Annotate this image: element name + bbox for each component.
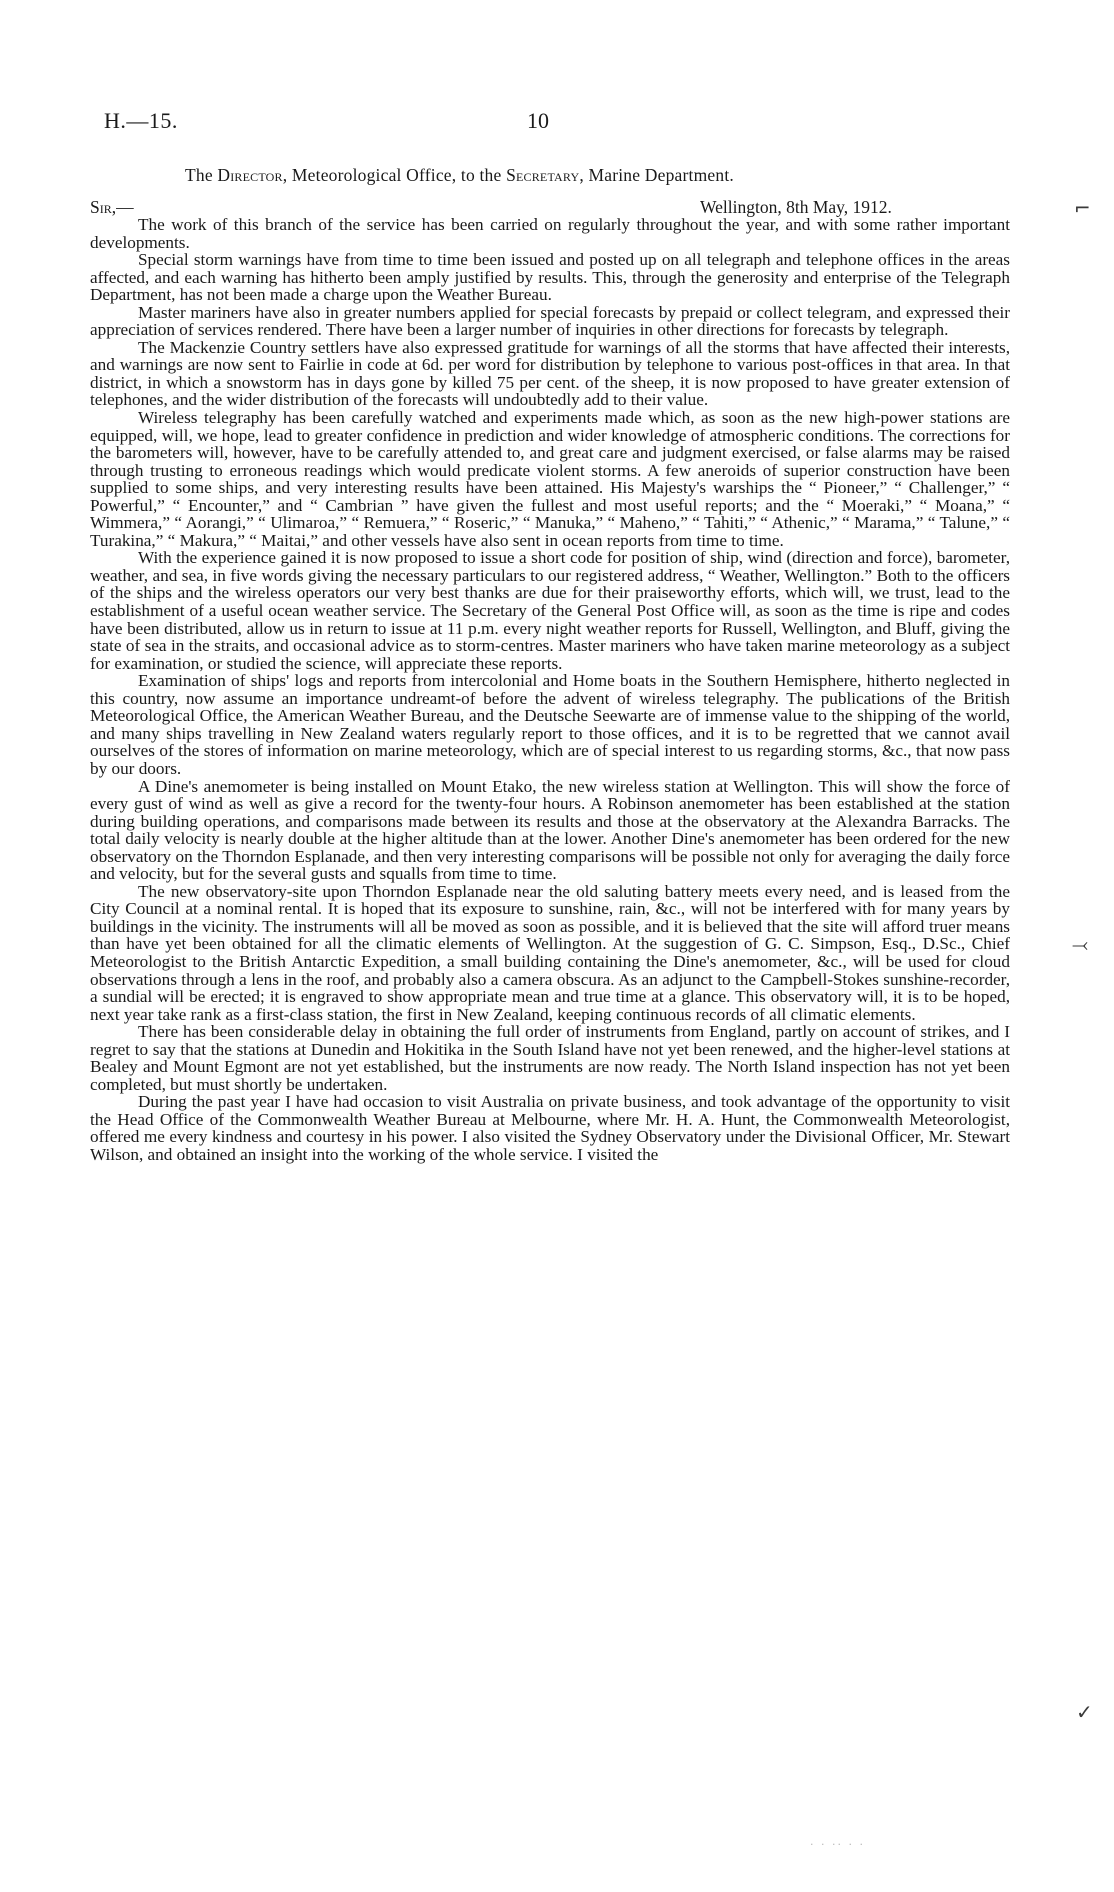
heading-middle: , Meteorological Office, to the <box>282 165 502 185</box>
letter-body <box>90 216 1010 1164</box>
scan-smudge: · · ·· · · <box>810 1838 865 1851</box>
body-paragraph: Special storm warnings have from time to time been issued and posted up on all telegraph and telephone offices in the areas affected, and each warning has hitherto been amply justified by results. This, through the generosity and enterprise of the Telegraph Department, has not been made a charge upon the Weather Bureau. <box>90 250 1010 305</box>
body-paragraph: Examination of ships' logs and reports from intercolonial and Home boats in the Southern Hemisphere, hitherto neglected in this country, now assume an importance undreamt-of before the advent of wireless telegraphy. The publications of the British Meteorological Office, the American Weather Bureau, and the Deutsche Seewarte are of immense value to the shipping of the world, and many ships travelling in New Zealand waters regularly report to those offices, and it is to be regretted that we cannot avail ourselves of the stores of information on marine meteorology, which are of special interest to us regarding storms, &c., that now pass by our doors. <box>90 671 1010 778</box>
heading-to-name: Secretary <box>506 165 580 185</box>
margin-tick-icon: ⌐ <box>1074 196 1091 220</box>
page-number: 10 <box>527 108 549 133</box>
margin-check-icon: ✓ <box>1076 1700 1093 1724</box>
body-paragraph: There has been considerable delay in obtaining the full order of instruments from England, partly on account of strikes, and I regret to say that the stations at Dunedin and Hokitika in the South Island have not yet been renewed, and the higher-level stations at Bealey and Mount Egmont are not yet established, but the instruments are now ready. The North Island inspection has not yet been completed, but must shortly be undertaken. <box>90 1022 1010 1094</box>
heading-from-name: Director <box>217 165 283 185</box>
margin-arrow-icon: ⤙ <box>1072 932 1088 956</box>
body-paragraph: During the past year I have had occasion to visit Australia on private business, and took advantage of the opportunity to visit the Head Office of the Commonwealth Weather Bureau at Melbourne, where Mr. H. A. Hunt, the Commonwealth Meteorologist, offered me every kindness and courtesy in his power. I also visited the Sydney Observatory under the Divisional Officer, Mr. Stewart Wilson, and obtained an insight into the working of the whole service. I visited the <box>90 1092 1010 1164</box>
salutation: Sir,— <box>90 197 134 217</box>
heading-end: , Marine Department. <box>579 165 734 185</box>
letter-heading <box>185 165 734 186</box>
body-paragraph: With the experience gained it is now proposed to issue a short code for position of ship, wind (direction and force), barometer, weather, and sea, in five words giving the necessary particulars to our registered address, “ Weather, Wellington.” Both to the officers of the ships and the wireless operators our very best thanks are due for their praiseworthy efforts, which will, we trust, lead to the establishment of a useful ocean weather service. The Secretary of the General Post Office will, as soon as the time is ripe and codes have been distributed, allow us in return to issue at 11 p.m. every night weather reports for Russell, Wellington, and Bluff, giving the state of sea in the straits, and occasional advice as to storm-centres. Master mariners who have taken marine meteorology as a subject for examination, or studied the science, will appreciate these reports. <box>90 548 1010 673</box>
document-reference: H.—15. <box>104 108 178 133</box>
body-paragraph: Master mariners have also in greater numbers applied for special forecasts by prepaid or collect telegram, and expressed their appreciation of services rendered. There have been a larger number of inquiries in other directions for forecasts by telegraph. <box>90 302 1010 340</box>
body-paragraph: The Mackenzie Country settlers have also expressed gratitude for warnings of all the storms that have affected their interests, and warnings are now sent to Fairlie in code at 6d. per word for distribution by telephone to various post-offices in that area. In that district, in which a snowstorm has in days gone by killed 75 per cent. of the sheep, it is now proposed to have greater extension of telephones, and the wider distribution of the forecasts will undoubtedly add to their value. <box>90 337 1010 410</box>
body-paragraph: Wireless telegraphy has been carefully watched and experiments made which, as soon as the new high-power stations are equipped, will, we hope, lead to greater confidence in prediction and wider knowledge of atmospheric conditions. The corrections for the barometers will, however, have to be carefully attended to, and great care and judgment exercised, or false alarms may be raised through trusting to erroneous readings which would predicate violent storms. A few aneroids of superior construction have been supplied to some ships, and very interesting results have been attained. His Majesty's warships the “ Pioneer,” “ Challenger,” “ Powerful,” “ Encounter,” and “ Cambrian ” have given the fullest and most useful reports; and the “ Moeraki,” “ Moana,” “ Wimmera,” “ Aorangi,” “ Ulimaroa,” “ Remuera,” “ Roseric,” “ Manuka,” “ Maheno,” “ Tahiti,” “ Athenic,” “ Marama,” “ Talune,” “ Turakina,” “ Makura,” “ Maitai,” and other vessels have also sent in ocean reports from time to time. <box>90 408 1010 550</box>
body-paragraph: A Dine's anemometer is being installed on Mount Etako, the new wireless station at Wellington. This will show the force of every gust of wind as well as give a record for the twenty-four hours. A Robinson anemometer has been established at the station during building operations, and comparisons made between its results and those at the observatory at the Alexandra Barracks. The total daily velocity is nearly double at the higher altitude than at the lower. Another Dine's anemometer has been ordered for the new observatory on the Thorndon Esplanade, and then very interesting comparisons will be possible not only for averaging the daily force and velocity, but for the several gusts and squalls from time to time. <box>90 776 1010 884</box>
place-date: Wellington, 8th May, 1912. <box>700 197 892 217</box>
body-paragraph: The work of this branch of the service has been carried on regularly throughout the year, and with some rather important developments. <box>90 215 1010 252</box>
body-paragraph: The new observatory-site upon Thorndon Esplanade near the old saluting battery meets every need, and is leased from the City Council at a nominal rental. It is hoped that its exposure to sunshine, rain, &c., will not be interfered with for many years by buildings in the vicinity. The instruments will all be moved as soon as possible, and it is believed that the site will afford truer means than have yet been obtained for all the climatic elements of Wellington. At the suggestion of G. C. Simpson, Esq., D.Sc., Chief Meteorologist to the British Antarctic Expedition, a small building containing the Dine's anemometer, &c., will be used for cloud observations through a lens in the roof, and probably also a camera obscura. As an adjunct to the Campbell-Stokes sunshine-recorder, a sundial will be erected; it is engraved to show appropriate mean and true time at a glance. This observatory will, it is to be hoped, next year take rank as a first-class station, the first in New Zealand, keeping continuous records of all climatic elements. <box>90 881 1010 1024</box>
heading-from-title: The <box>185 165 213 185</box>
